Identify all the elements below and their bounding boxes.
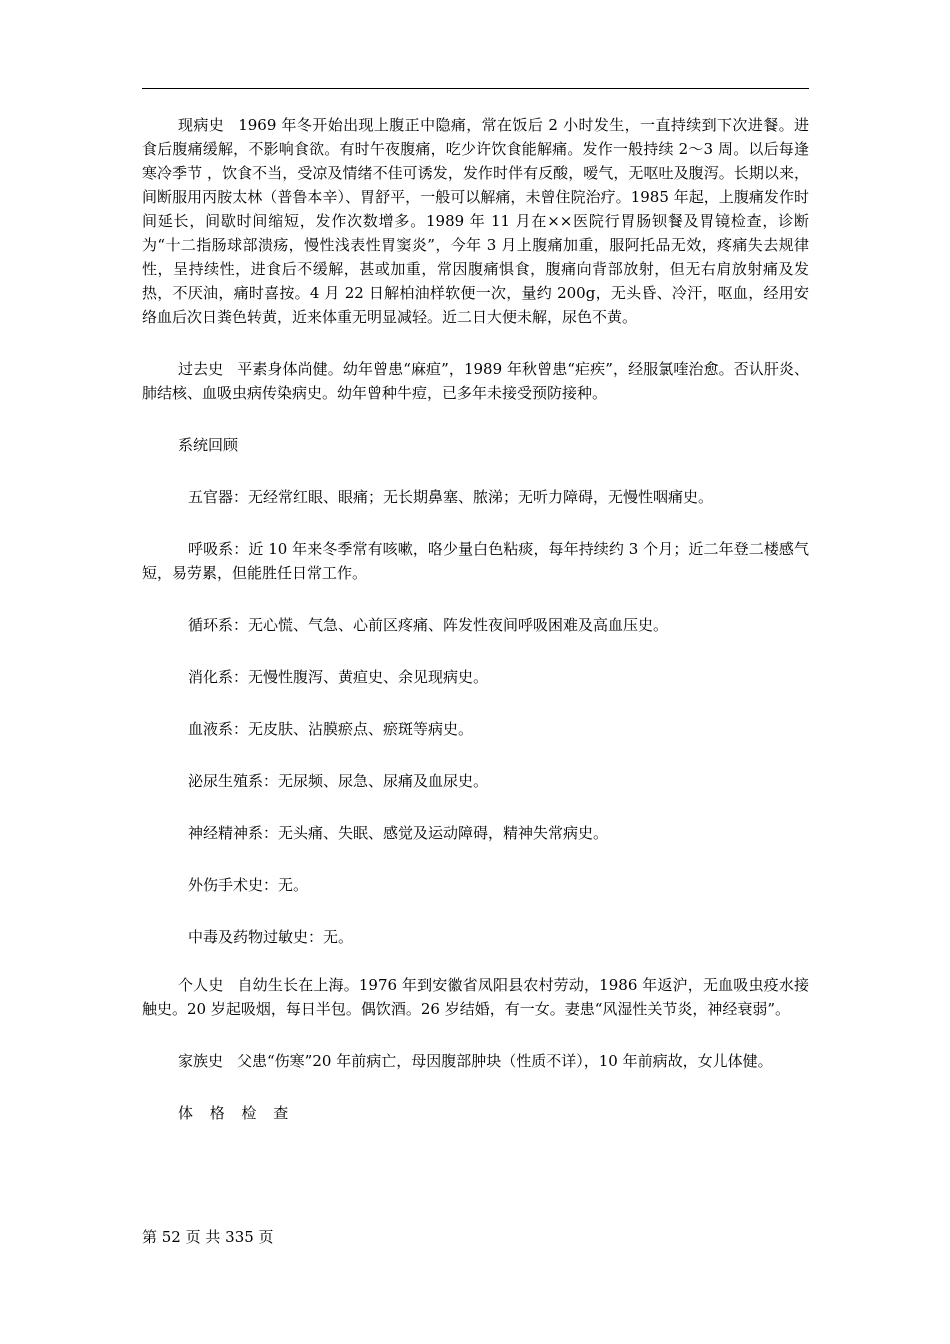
family-history-label: 家族史 — [178, 1052, 224, 1070]
system-review-item-blood: 血液系：无皮肤、沾膜瘀点、瘀斑等病史。 — [188, 720, 474, 738]
system-review-item-surgery: 外伤手术史：无。 — [188, 876, 309, 894]
past-history-paragraph — [142, 357, 809, 405]
family-history-paragraph — [142, 1049, 809, 1073]
present-illness-text: 1969 年冬开始出现上腹正中隐痛，常在饭后 2 小时发生，一直持续到下次进餐。进食后腹痛缓解，不影响食欲。有时午夜腹痛，吃少许饮食能解痛。发作一般持续 2～3 周。以后每逢寒冷季节 ，饮食不当，受凉及情绪不佳可诱发，发作时伴有反酸，嗳气，无呕吐及腹泻。长期以来，间断服用丙胺太林（普鲁本辛）、胃舒平，一般可以解痛，未曾住院治疗。1985 年起，上腹痛发作时间延长，间歇时间缩短，发作次数增多。1989 年 11 月在××医院行胃肠钡餐及胃镜检查，诊断为“十二指肠球部溃疡，慢性浅表性胃窦炎”，今年 3 月上腹痛加重，服阿托品无效，疼痛失去规律性，呈持续性，进食后不缓解，甚或加重，常因腹痛惧食，腹痛向背部放射，但无右肩放射痛及发热，不厌油，痛时喜按。4 月 22 日解柏油样软便一次，量约 200g，无头昏、冷汗，呕血，经用安络血后次日粪色转黄，近来体重无明显减轻。近二日大便未解，尿色不黄。 — [142, 116, 809, 326]
personal-history-paragraph — [142, 973, 809, 1021]
header-rule — [142, 88, 809, 89]
present-illness-paragraph — [142, 113, 809, 329]
system-review-item-circulatory: 循环系：无心慌、气急、心前区疼痛、阵发性夜间呼吸困难及高血压史。 — [188, 616, 669, 634]
system-review-item-digestive: 消化系：无慢性腹泻、黄疸史、余见现病史。 — [188, 668, 489, 686]
past-history-label: 过去史 — [178, 360, 224, 378]
system-review-item-respiratory: 呼吸系：近 10 年来冬季常有咳嗽，咯少量白色粘痰，每年持续约 3 个月；近二年登二楼感气短，易劳累，但能胜任日常工作。 — [142, 540, 809, 582]
family-history-text: 父患“伤寒”20 年前病亡，母因腹部肿块（性质不详），10 年前病故，女儿体健。 — [237, 1052, 773, 1070]
system-review-item-allergy: 中毒及药物过敏史：无。 — [188, 928, 354, 946]
system-review-item-neuro: 神经精神系：无头痛、失眠、感觉及运动障碍，精神失常病史。 — [188, 824, 609, 842]
physical-exam-heading: 体 格 检 查 — [178, 1104, 295, 1122]
personal-history-text: 自幼生长在上海。1976 年到安徽省凤阳县农村劳动，1986 年返沪，无血吸虫疫水接触史。20 岁起吸烟，每日半包。偶饮酒。26 岁结婚，有一女。妻患“风湿性关节炎，神经衰弱”。 — [142, 976, 809, 1018]
document-body — [142, 113, 809, 1125]
present-illness-label: 现病史 — [178, 116, 225, 134]
page-footer: 第 52 页 共 335 页 — [142, 1228, 274, 1246]
system-review-item-urogenital: 泌尿生殖系：无尿频、尿急、尿痛及血尿史。 — [188, 772, 489, 790]
personal-history-label: 个人史 — [178, 976, 224, 994]
past-history-text: 平素身体尚健。幼年曾患“麻疸”，1989 年秋曾患“疟疾”，经服氯喹治愈。否认肝炎、肺结核、血吸虫病传染病史。幼年曾种牛痘，已多年未接受预防接种。 — [142, 360, 809, 402]
system-review-item-ent: 五官器：无经常红眼、眼痛；无长期鼻塞、脓涕；无听力障碍，无慢性咽痛史。 — [188, 488, 714, 506]
system-review-heading: 系统回顾 — [178, 436, 239, 454]
